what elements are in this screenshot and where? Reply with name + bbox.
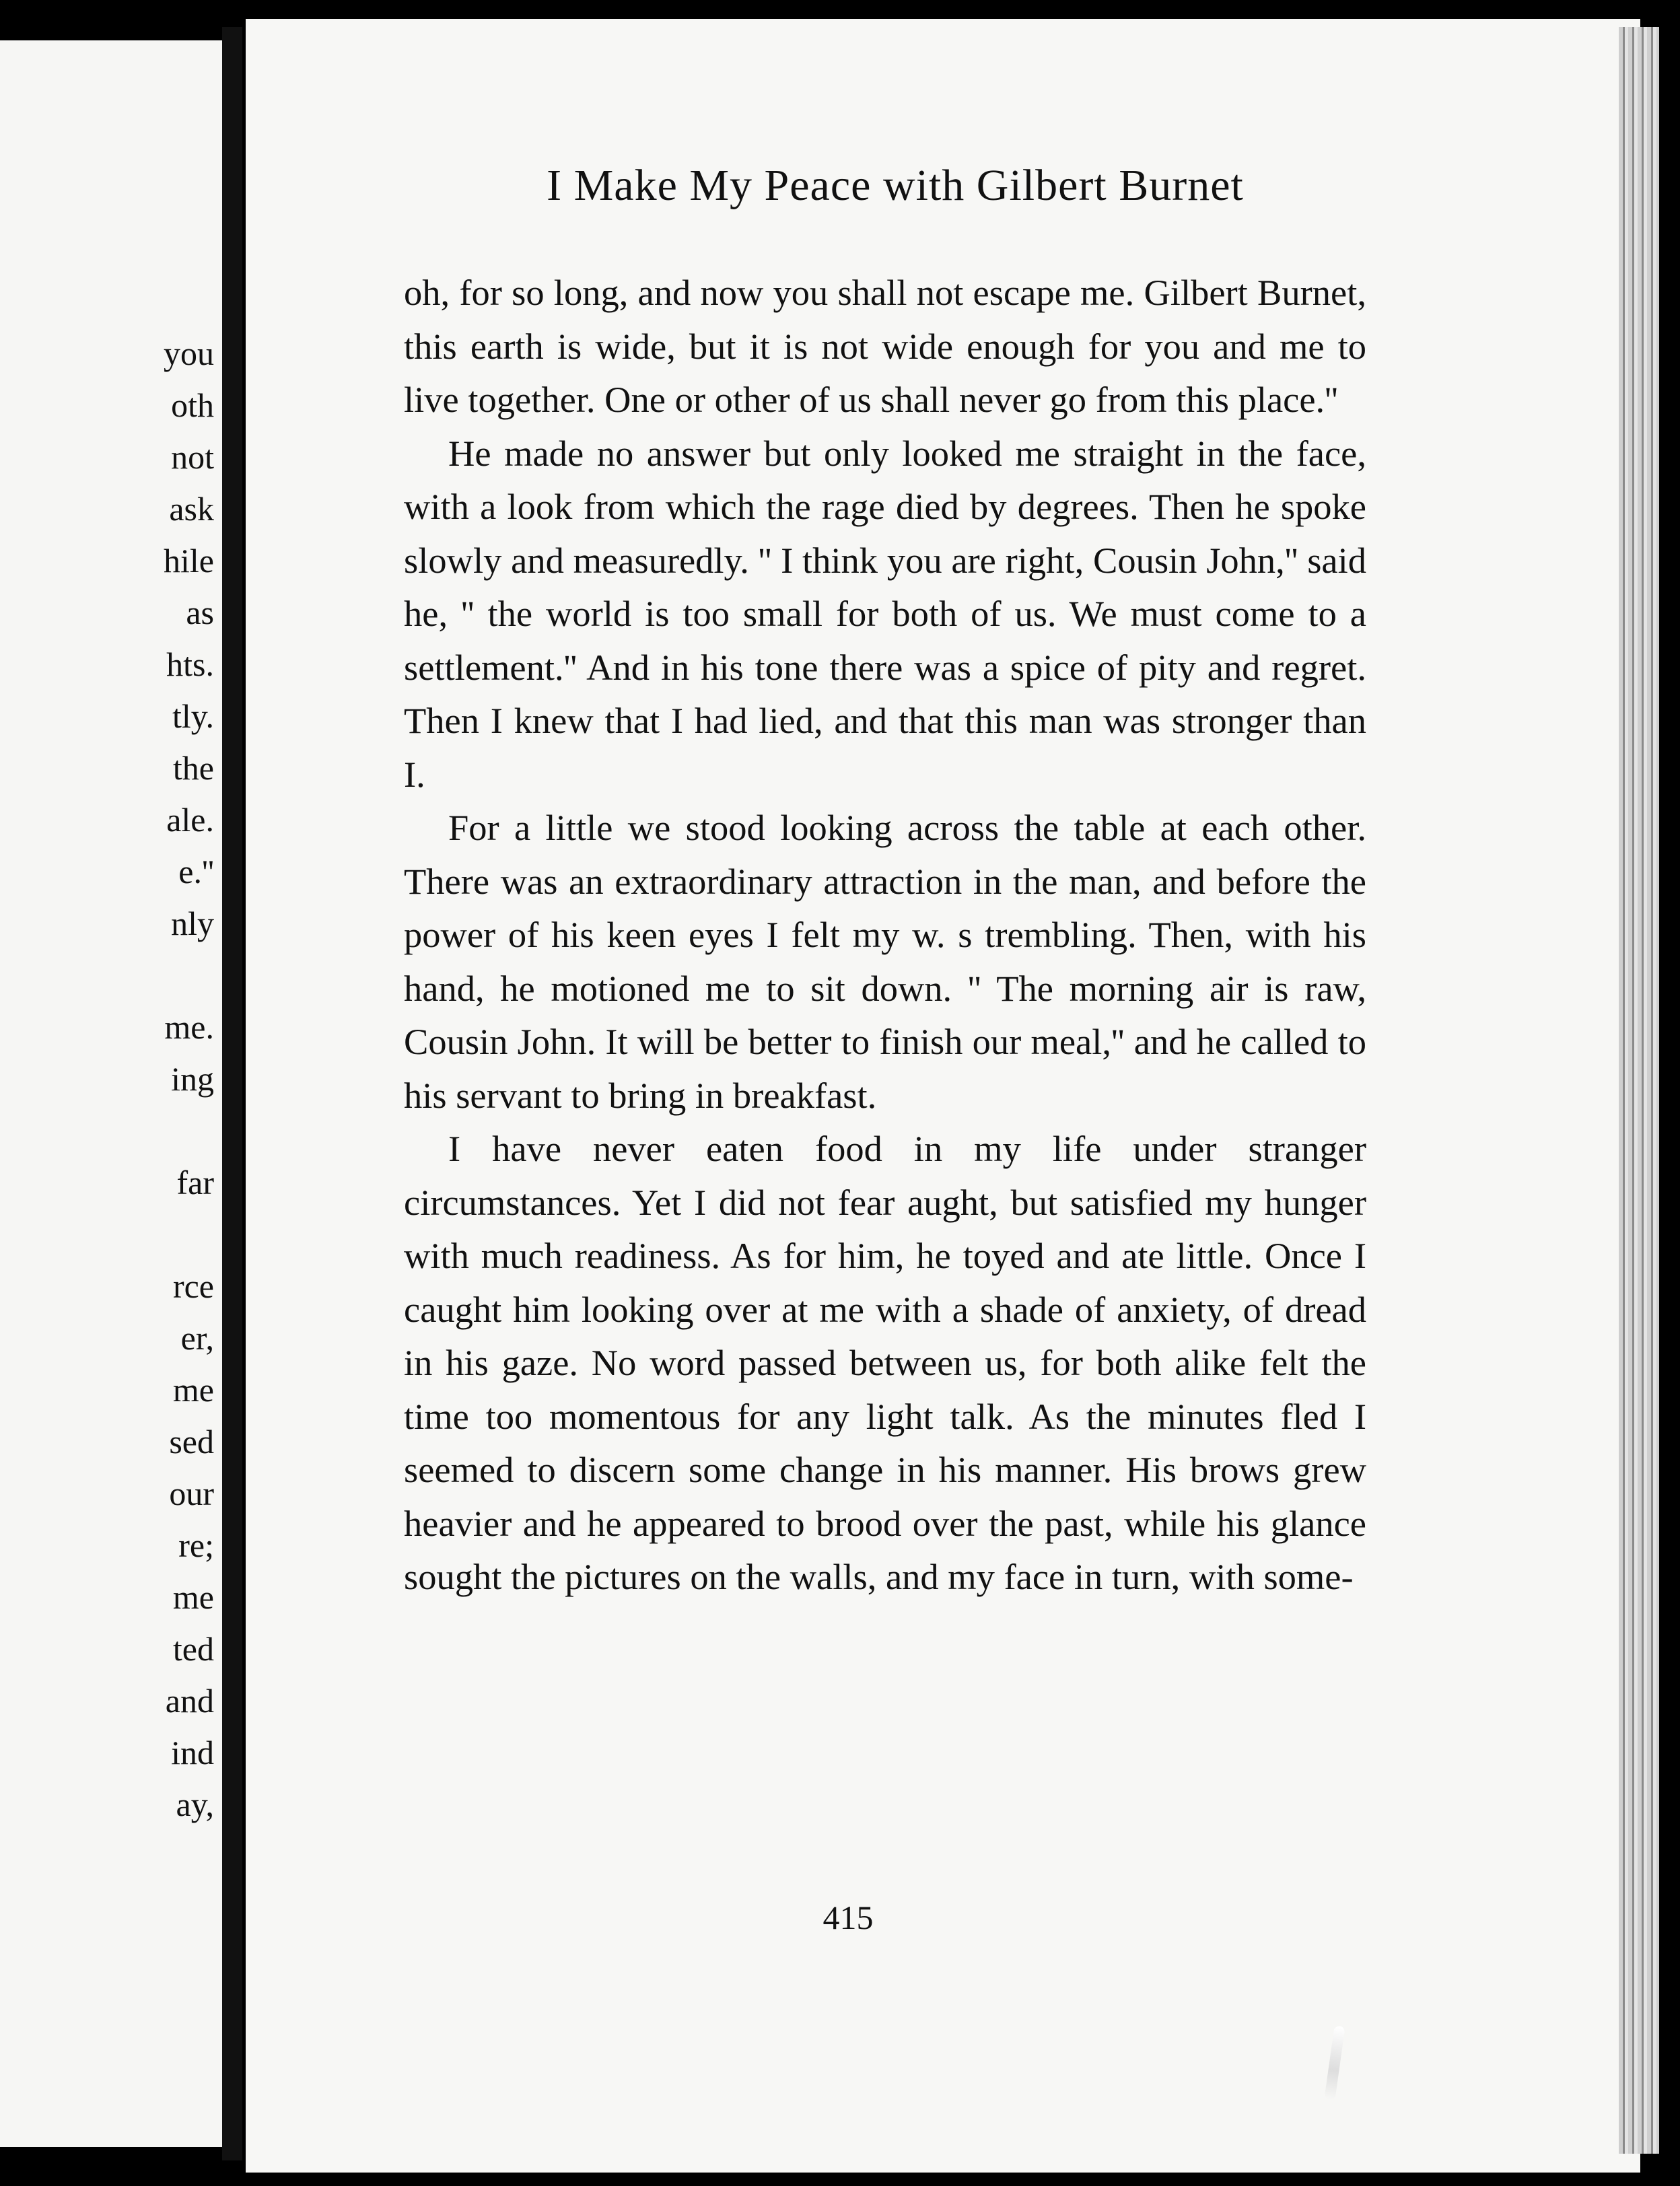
book-gutter — [222, 27, 242, 2160]
left-fragment: er, — [180, 1319, 214, 1357]
running-head: I Make My Peace with Gilbert Burnet — [547, 161, 1244, 210]
left-fragment: as — [186, 594, 214, 631]
page-number: 415 — [823, 1899, 874, 1936]
left-fragment: hile — [164, 542, 214, 579]
paragraph: For a little we stood looking across the table at each other. There was an extraordinary attraction in the man, and before the power of his keen eyes I felt my w. s trembling. Then, with his hand, he motioned me to sit down. '' The morning air is raw, Cousin John. It will be better to finish our meal,'' and he called to his servant to bring in breakfast. — [404, 807, 1366, 1116]
left-fragment: rce — [172, 1267, 214, 1305]
left-fragment: ted — [172, 1630, 214, 1668]
left-fragment: hts. — [166, 645, 214, 683]
left-fragment: ind — [171, 1734, 214, 1771]
left-fragment: far — [176, 1164, 214, 1201]
left-fragment: ale. — [166, 801, 214, 839]
left-fragment: not — [171, 438, 214, 476]
left-fragment: ay, — [176, 1786, 214, 1823]
left-fragment: you — [164, 334, 214, 372]
left-fragment: re; — [178, 1526, 214, 1564]
scan-border — [1659, 20, 1680, 2186]
left-fragment: sed — [169, 1423, 214, 1460]
paragraph: oh, for so long, and now you shall not escape me. Gilbert Burnet, this earth is wide, but it is not wide enough for you and me to live together. One or other of us shall never go from this place.'' — [404, 272, 1366, 420]
left-fragment: e.'' — [178, 853, 214, 890]
left-fragment: ing — [171, 1060, 214, 1098]
left-fragment: our — [169, 1475, 214, 1512]
left-fragment: oth — [171, 386, 214, 424]
left-fragment: and — [165, 1682, 214, 1720]
previous-page-edge — [0, 40, 222, 2147]
left-fragment: nly — [171, 905, 214, 942]
left-fragment: me. — [164, 1008, 214, 1046]
left-fragment: me — [172, 1578, 214, 1616]
left-fragment: me — [172, 1371, 214, 1409]
paragraph: He made no answer but only looked me straight in the face, with a look from which the rage died by degrees. Then he spoke slowly and measuredly. '' I think you are right, Cousin John,'' said he, '' the world is too small for both of us. We must come to a settlement.'' And in his tone there was a spice of pity and regret. Then I knew that I had lied, and that this man was stronger than I. — [404, 432, 1366, 795]
left-fragment: ask — [169, 490, 214, 528]
page-stack-edges — [1619, 27, 1659, 2154]
left-fragment: the — [172, 749, 214, 787]
paragraph: I have never eaten food in my life under stranger circumstances. Yet I did not fear aught, but satisfied my hunger with much readiness. As for him, he toyed and ate little. Once I caught him looking over at me with a shade of anxiety, of dread in his gaze. No word passed between us, for both alike felt the time too momentous for any light talk. As the minutes fled I seemed to discern some change in his manner. His brows grew heavier and he appeared to brood over the past, while his glance sought the pictures on the walls, and my face in turn, with some- — [404, 1128, 1366, 1597]
left-fragment: tly. — [172, 697, 214, 735]
page-body — [404, 266, 1366, 1604]
